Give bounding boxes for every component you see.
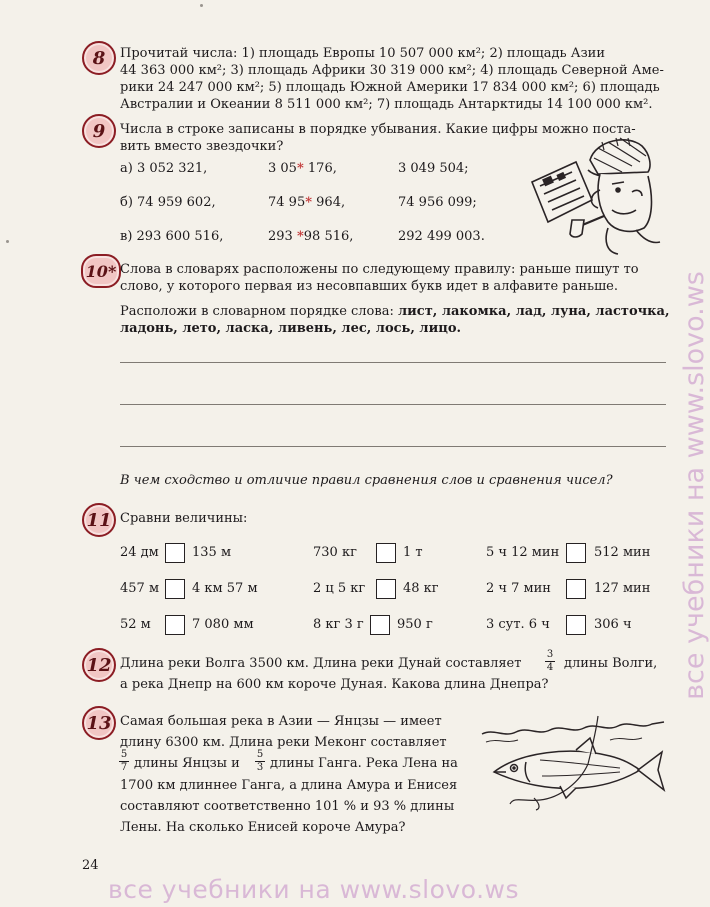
compare-box[interactable] (376, 579, 396, 599)
fraction-3-4: $\frac{3}{4}$ (546, 649, 554, 673)
task-12-line-1a: Длина реки Волга 3500 км. Длина реки Дунай составляет (120, 656, 522, 671)
answer-line (120, 446, 666, 447)
compare-box[interactable] (566, 615, 586, 635)
task-8-line-4: Австралии и Океании 8 511 000 км²; 7) площадь Антарктиды 14 100 000 км². (120, 97, 653, 112)
compare-right: 306 ч (594, 617, 632, 632)
task-13-line-3a: длины Янцзы и (134, 756, 240, 771)
task-9-row-b-last: 74 956 099; (398, 195, 477, 210)
compare-left: 457 м (120, 581, 160, 596)
answer-line (120, 362, 666, 363)
compare-right: 1 т (403, 545, 423, 560)
task-10-question: В чем сходство и отличие правил сравнения слов и сравнения чисел? (120, 473, 613, 488)
task-8-badge: 8 (82, 41, 116, 75)
task-8-line-3: рики 24 247 000 км²; 5) площадь Южной Америки 17 834 000 км²; 6) площадь (120, 80, 660, 95)
compare-left: 730 кг (313, 545, 357, 560)
compare-box[interactable] (376, 543, 396, 563)
task-8-line-1: Прочитай числа: 1) площадь Европы 10 507 000 км²; 2) площадь Азии (120, 46, 605, 61)
compare-right: 512 мин (594, 545, 651, 560)
task-9-badge: 9 (82, 114, 116, 148)
page-number: 24 (82, 858, 99, 873)
task-12-line-2: а река Днепр на 600 км короче Дуная. Какова длина Днепра? (120, 677, 549, 692)
compare-right: 7 080 мм (192, 617, 254, 632)
asterisk: * (296, 229, 304, 244)
task-9-row-c-last: 292 499 003. (398, 229, 485, 244)
task-9-row-a-first: а) 3 052 321, (120, 161, 208, 176)
task-9-row-b-first: б) 74 959 602, (120, 195, 216, 210)
task-13-line-4: 1700 км длиннее Ганга, а длина Амура и Енисея (120, 778, 458, 793)
task-11-badge: 11 (82, 503, 116, 537)
compare-left: 2 ч 7 мин (486, 581, 551, 596)
task-10-line-2: слово, у которого первая из несовпавших букв идет в алфавите раньше. (120, 279, 618, 294)
compare-left: 8 кг 3 г (313, 617, 364, 632)
compare-right: 950 г (397, 617, 433, 632)
task-9-row-c-middle: 293 *98 516, (268, 229, 354, 244)
task-10-instruction-2: ладонь, лето, ласка, ливень, лес, лось, лицо. (120, 321, 462, 336)
fraction-5-7: $\frac{5}{7}$ (120, 749, 128, 773)
task-12-line-1b: длины Волги, (564, 656, 658, 671)
task-9-row-b-middle: 74 95* 964, (268, 195, 346, 210)
compare-left: 2 ц 5 кг (313, 581, 366, 596)
asterisk: * (305, 195, 313, 210)
asterisk: * (296, 161, 304, 176)
speck (200, 4, 203, 7)
task-13-line-2: длину 6300 км. Длина реки Меконг составляет (120, 735, 447, 750)
compare-right: 48 кг (403, 581, 439, 596)
task-9-row-a-last: 3 049 504; (398, 161, 469, 176)
compare-box[interactable] (165, 579, 185, 599)
task-12-badge: 12 (82, 648, 116, 682)
task-8-line-2: 44 363 000 км²; 3) площадь Африки 30 319 000 км²; 4) площадь Северной Аме- (120, 63, 664, 78)
task-9-line-1: Числа в строке записаны в порядке убывания. Какие цифры можно поста- (120, 122, 636, 137)
compare-left: 3 сут. 6 ч (486, 617, 550, 632)
task-10-badge: 10* (81, 254, 121, 288)
task-10-line-1: Слова в словарях расположены по следующему правилу: раньше пишут то (120, 262, 639, 277)
compare-right: 4 км 57 м (192, 581, 258, 596)
compare-box[interactable] (566, 579, 586, 599)
task-9-line-2: вить вместо звездочки? (120, 139, 284, 154)
task-13-line-3b: длины Ганга. Река Лена на (270, 756, 458, 771)
compare-box[interactable] (566, 543, 586, 563)
speck (6, 240, 9, 243)
compare-left: 52 м (120, 617, 151, 632)
detective-illustration (528, 130, 662, 255)
task-13-line-6: Лены. На сколько Енисей короче Амура? (120, 820, 406, 835)
answer-line (120, 404, 666, 405)
compare-box[interactable] (370, 615, 390, 635)
compare-left: 24 дм (120, 545, 159, 560)
task-11-intro: Сравни величины: (120, 511, 248, 526)
compare-right: 127 мин (594, 581, 651, 596)
compare-right: 135 м (192, 545, 232, 560)
task-9-row-a-middle: 3 05* 176, (268, 161, 337, 176)
compare-left: 5 ч 12 мин (486, 545, 560, 560)
task-13-badge: 13 (82, 706, 116, 740)
task-13-line-5: составляют соответственно 101 % и 93 % длины (120, 799, 455, 814)
watermark-side: все учебники на www.slovo.ws (678, 271, 710, 700)
task-13-line-1: Самая большая река в Азии — Янцзы — имеет (120, 714, 442, 729)
fish-illustration (480, 712, 666, 812)
task-9-row-c-first: в) 293 600 516, (120, 229, 224, 244)
task-10-instruction-1: Расположи в словарном порядке слова: лист, лакомка, лад, луна, ласточка, (120, 304, 670, 319)
compare-box[interactable] (165, 615, 185, 635)
fraction-5-3: $\frac{5}{3}$ (256, 749, 264, 773)
watermark-bottom: все учебники на www.slovo.ws (108, 875, 519, 904)
compare-box[interactable] (165, 543, 185, 563)
